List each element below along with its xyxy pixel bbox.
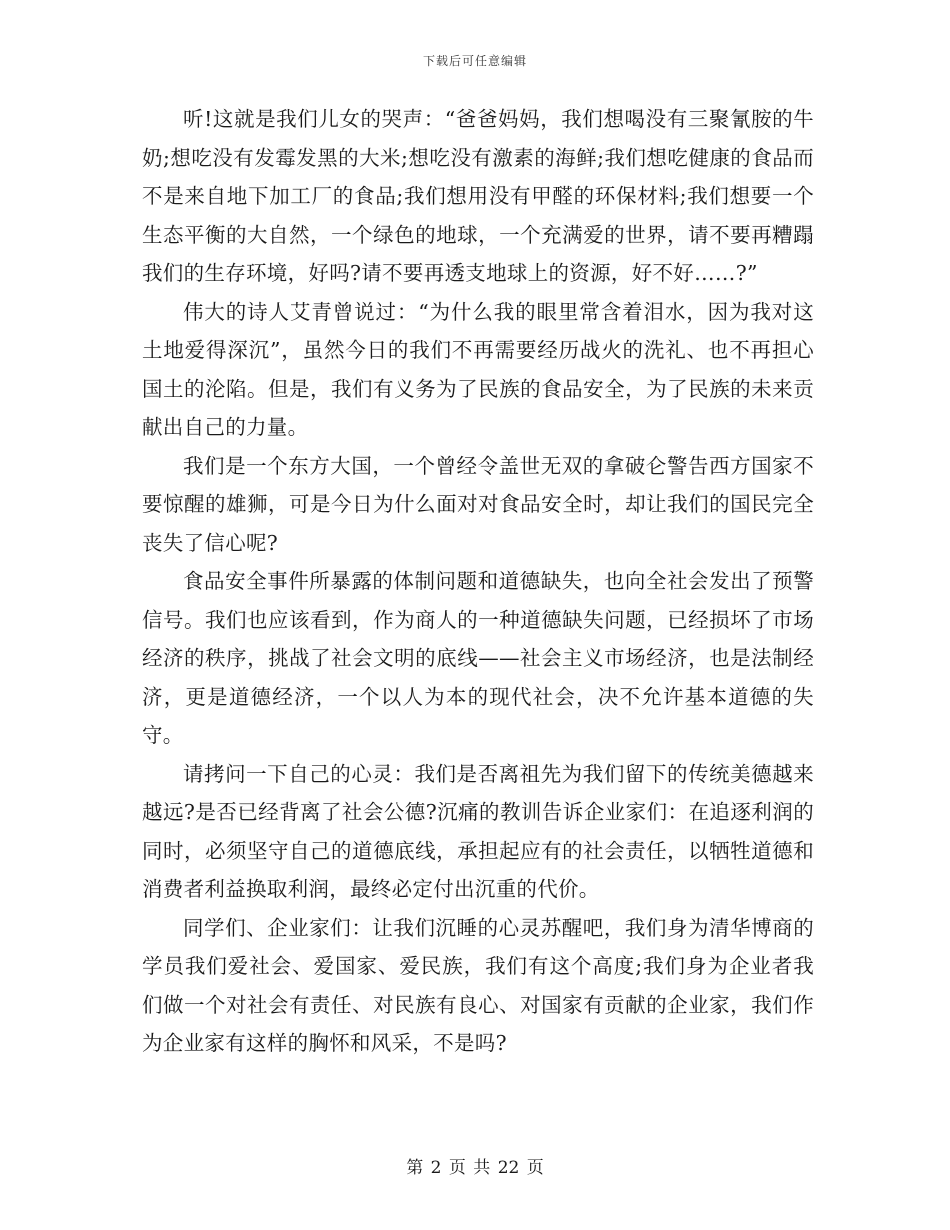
header-note: 下载后可任意编辑 xyxy=(422,54,527,68)
paragraph: 我们是一个东方大国，一个曾经令盖世无双的拿破仑警告西方国家不要惊醒的雄狮，可是今日为什么面对对食品安全时，却让我们的国民完全丧失了信心呢? xyxy=(142,453,814,555)
paragraph: 同学们、企业家们：让我们沉睡的心灵苏醒吧，我们身为清华博商的学员我们爱社会、爱国家、爱民族，我们有这个高度;我们身为企业者我们做一个对社会有责任、对民族有良心、对国家有贡献的企业家，我们作为企业家有这样的胸怀和风采，不是吗? xyxy=(142,915,814,1055)
document-body xyxy=(142,100,814,1063)
paragraph: 请拷问一下自己的心灵：我们是否离祖先为我们留下的传统美德越来越远?是否已经背离了社会公德?沉痛的教训告诉企业家们：在追逐利润的同时，必须坚守自己的道德底线，承担起应有的社会责任，以牺牲道德和消费者利益换取利润，最终必定付出沉重的代价。 xyxy=(142,761,814,901)
paragraph: 伟大的诗人艾青曾说过：“为什么我的眼里常含着泪水，因为我对这土地爱得深沉”，虽然今日的我们不再需要经历战火的洗礼、也不再担心国土的沦陷。但是，我们有义务为了民族的食品安全，为了民族的未来贡献出自己的力量。 xyxy=(142,299,814,439)
page-number: 第 2 页 共 22 页 xyxy=(406,1158,544,1178)
paragraph: 听!这就是我们儿女的哭声：“爸爸妈妈，我们想喝没有三聚氰胺的牛奶;想吃没有发霉发黑的大米;想吃没有激素的海鲜;我们想吃健康的食品而不是来自地下加工厂的食品;我们想用没有甲醛的环保材料;我们想要一个生态平衡的大自然，一个绿色的地球，一个充满爱的世界，请不要再糟蹋我们的生存环境，好吗?请不要再透支地球上的资源，好不好……?” xyxy=(142,107,814,285)
paragraph: 食品安全事件所暴露的体制问题和道德缺失，也向全社会发出了预警信号。我们也应该看到，作为商人的一种道德缺失问题，已经损坏了市场经济的秩序，挑战了社会文明的底线——社会主义市场经济，也是法制经济，更是道德经济，一个以人为本的现代社会，决不允许基本道德的失守。 xyxy=(142,569,814,747)
